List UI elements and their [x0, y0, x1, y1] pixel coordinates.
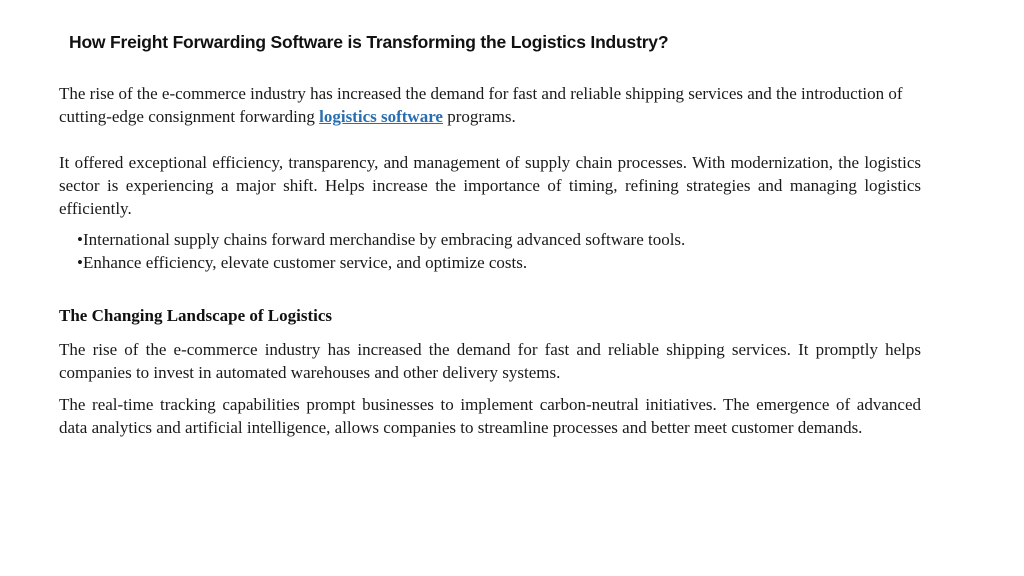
bullet-item-efficiency: •Enhance efficiency, elevate customer service, and optimize costs.: [77, 253, 528, 272]
section-paragraph-ecommerce: The rise of the e-commerce industry has increased the demand for fast and reliable shipping services. It promptly helps companies to invest in automated warehouses and other delivery systems.: [59, 340, 921, 382]
intro-text-after-link: programs.: [442, 107, 516, 126]
intro-text-before-link: The rise of the e-commerce industry has increased the demand for fast and reliable shipping services and the introduction of cutting-edge consignment forwarding: [59, 84, 903, 126]
section-paragraph-realtime: The real-time tracking capabilities prompt businesses to implement carbon-neutral initiatives. The emergence of advanced data analytics and artificial intelligence, allows companies to streamline processes and better meet customer demands.: [59, 395, 921, 437]
logistics-software-link[interactable]: logistics software: [319, 107, 443, 126]
bullet-item-supply-chains: •International supply chains forward merchandise by embracing advanced software tools.: [77, 230, 686, 249]
bullet-list: [77, 228, 917, 274]
efficiency-paragraph: It offered exceptional efficiency, transparency, and management of supply chain processes. With modernization, the logistics sector is experiencing a major shift. Helps increase the importance of timing, refining strategies and managing logistics efficiently.: [59, 153, 921, 218]
page-title: How Freight Forwarding Software is Transforming the Logistics Industry?: [69, 32, 669, 52]
intro-paragraph: [59, 82, 921, 128]
section-heading: The Changing Landscape of Logistics: [59, 306, 332, 325]
